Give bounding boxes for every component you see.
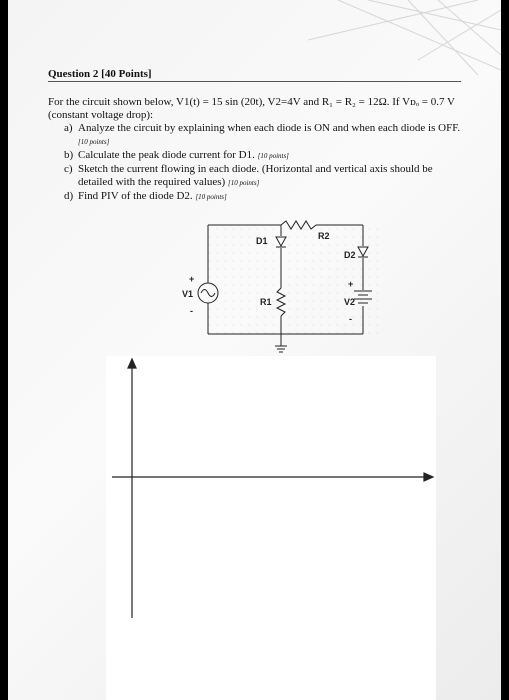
part-text: Sketch the current flowing in each diode. (Horizontal and vertical axis should be detailed with the required values): [78, 163, 433, 188]
vertical-axis-arrow: [128, 359, 136, 368]
question-parts: [64, 122, 464, 204]
v1-minus-label: -: [190, 306, 193, 316]
part-label: d): [64, 190, 74, 202]
ground-symbol: [275, 346, 287, 352]
part-points: [10 points]: [195, 193, 227, 201]
r1-label: R1: [260, 297, 272, 307]
part-a: [64, 122, 464, 149]
document-page: [8, 0, 501, 700]
d1-label: D1: [256, 236, 268, 246]
question-title: Question 2 [40 Points]: [48, 68, 152, 80]
part-d: [64, 190, 464, 204]
part-text: Analyze the circuit by explaining when each diode is ON and when each diode is OFF.: [78, 122, 461, 134]
part-label: c): [64, 163, 73, 175]
v1-label: V1: [182, 289, 194, 299]
circuit-diagram: [168, 212, 398, 357]
v2-label: V2: [344, 297, 356, 307]
sketch-axes: [106, 356, 436, 700]
horizontal-axis-arrow: [424, 473, 433, 481]
part-points: [10 points]: [257, 152, 289, 160]
part-text: Find PIV of the diode D2.: [78, 190, 193, 202]
part-points: [10 points]: [227, 179, 260, 187]
d2-label: D2: [344, 250, 356, 260]
v2-plus-label: +: [348, 279, 354, 289]
part-label: a): [64, 122, 73, 134]
part-text: Calculate the peak diode current for D1.: [78, 149, 255, 161]
v2-minus-label: -: [349, 314, 352, 324]
question-intro: For the circuit shown below, V1(t) = 15 sin (20t), V2=4V and R₁ = R₂ = 12Ω. If Vᴅₒ = 0.7 V (constant voltage drop):: [48, 96, 455, 121]
part-label: b): [64, 149, 74, 161]
part-b: [64, 149, 464, 163]
part-c: [64, 163, 464, 190]
v1-plus-label: +: [189, 274, 195, 284]
title-divider: [48, 81, 461, 82]
part-points: [10 points]: [78, 138, 110, 146]
r2-label: R2: [318, 231, 330, 241]
